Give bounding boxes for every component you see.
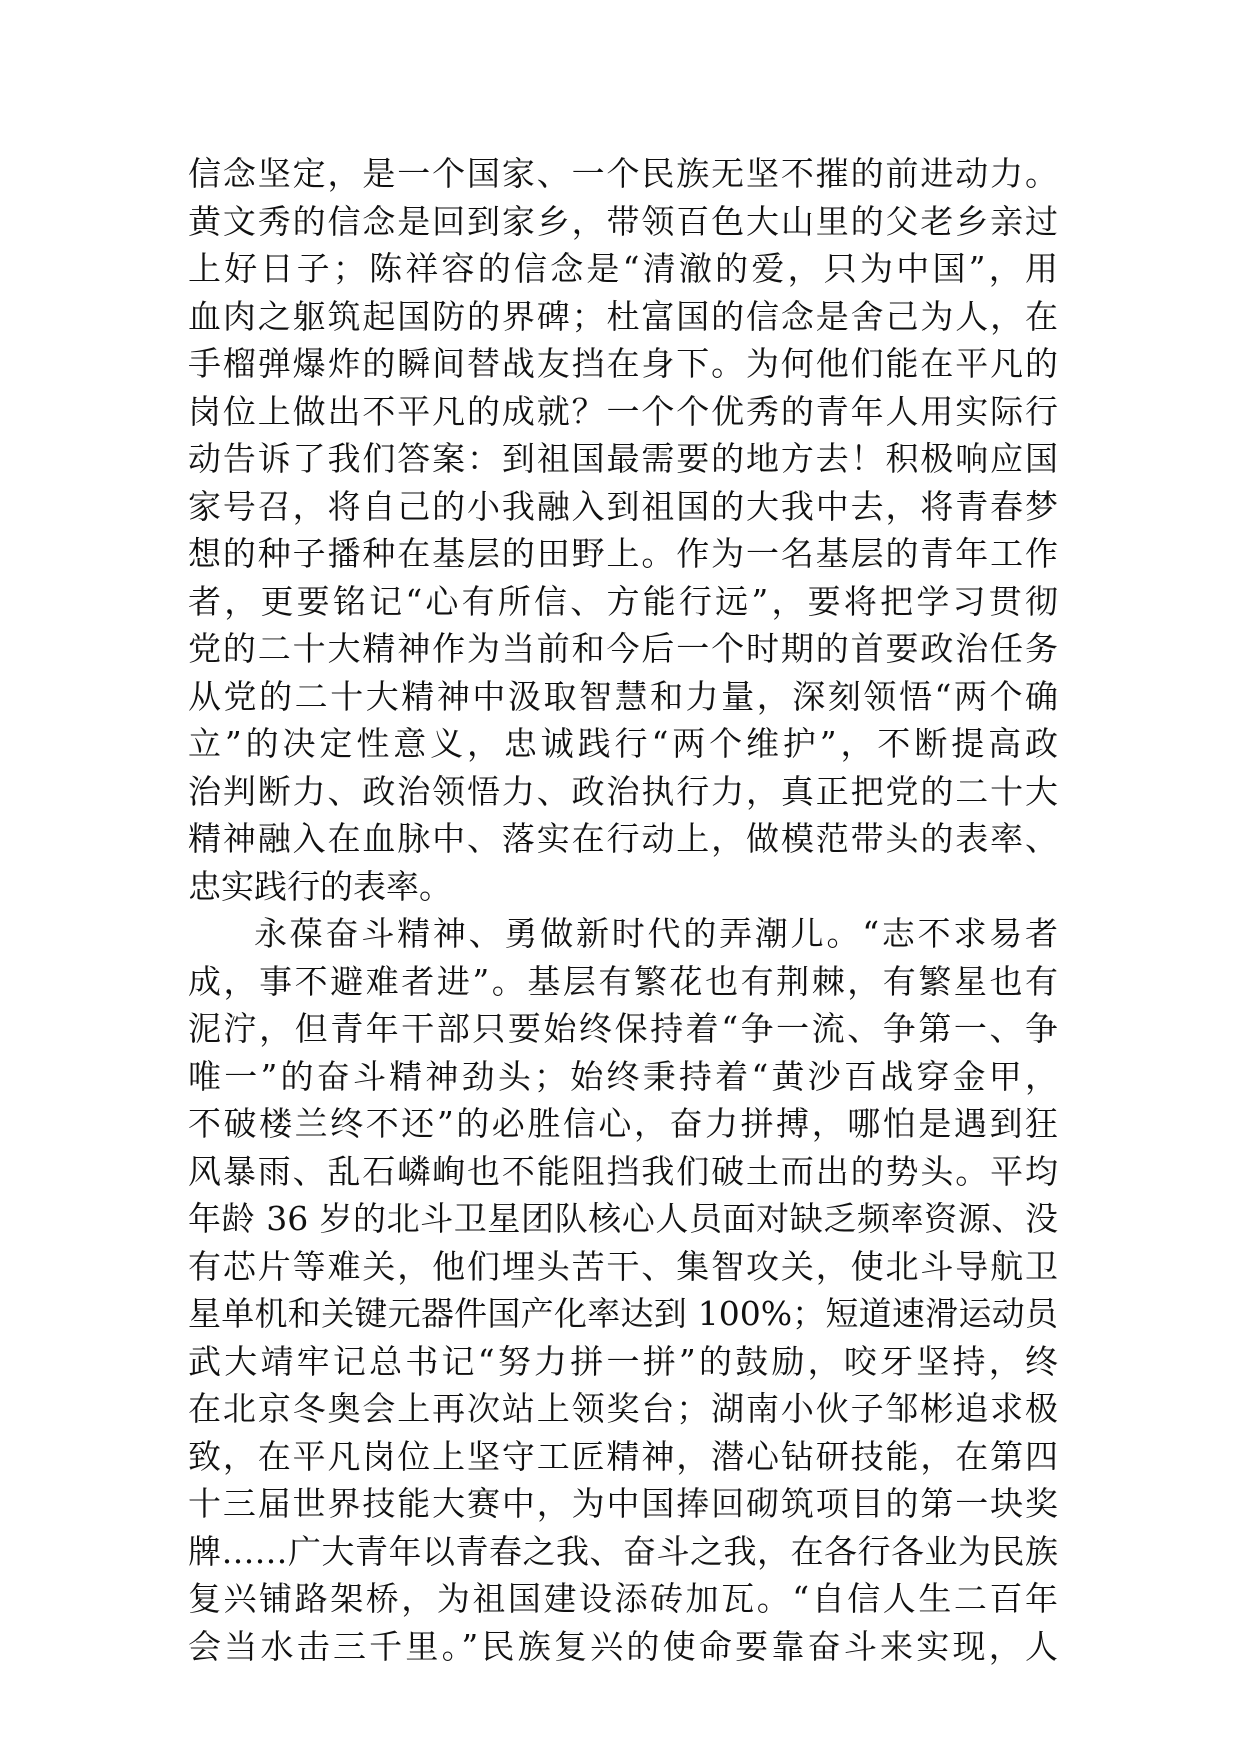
text-line: 者，更要铭记“心有所信、方能行远”，要将把学习贯彻 xyxy=(188,581,1058,621)
text-line: 年龄 36 岁的北斗卫星团队核心人员面对缺乏频率资源、没 xyxy=(188,1199,1058,1238)
body-text xyxy=(188,150,1058,1670)
text-line: 手榴弹爆炸的瞬间替战友挡在身下。为何他们能在平凡的 xyxy=(188,344,1058,383)
text-line: 牌……广大青年以青春之我、奋斗之我，在各行各业为民族 xyxy=(188,1531,1058,1571)
text-line: 泥泞，但青年干部只要始终保持着“争一流、争第一、争 xyxy=(188,1009,1058,1048)
text-line: 不破楼兰终不还”的必胜信心，奋力拼搏，哪怕是遇到狂 xyxy=(188,1104,1058,1143)
text-line: 上好日子；陈祥容的信念是“清澈的爱，只为中国”，用 xyxy=(188,249,1058,288)
text-line: 忠实践行的表率。 xyxy=(188,866,452,906)
paragraph-first-line: 永葆奋斗精神、勇做新时代的弄潮儿。“志不求易者 xyxy=(254,914,1058,953)
text-line: 党的二十大精神作为当前和今后一个时期的首要政治任务 xyxy=(188,629,1058,668)
text-line: 精神融入在血脉中、落实在行动上，做模范带头的表率、 xyxy=(188,819,1058,858)
text-line: 十三届世界技能大赛中，为中国捧回砌筑项目的第一块奖 xyxy=(188,1484,1058,1523)
text-line: 会当水击三千里。”民族复兴的使命要靠奋斗来实现，人 xyxy=(188,1626,1058,1666)
text-line: 唯一”的奋斗精神劲头；始终秉持着“黄沙百战穿金甲， xyxy=(188,1056,1058,1096)
text-line: 治判断力、政治领悟力、政治执行力，真正把党的二十大 xyxy=(188,771,1058,811)
text-line: 在北京冬奥会上再次站上领奖台；湖南小伙子邹彬追求极 xyxy=(188,1389,1058,1428)
text-line: 家号召，将自己的小我融入到祖国的大我中去，将青春梦 xyxy=(188,486,1058,526)
text-line: 岗位上做出不平凡的成就？一个个优秀的青年人用实际行 xyxy=(188,391,1058,431)
text-line: 有芯片等难关，他们埋头苦干、集智攻关，使北斗导航卫 xyxy=(188,1246,1058,1286)
text-line: 风暴雨、乱石嶙峋也不能阻挡我们破土而出的势头。平均 xyxy=(188,1151,1058,1191)
text-line: 黄文秀的信念是回到家乡，带领百色大山里的父老乡亲过 xyxy=(188,201,1058,241)
text-line: 立”的决定性意义，忠诚践行“两个维护”，不断提高政 xyxy=(188,724,1058,763)
text-line: 信念坚定，是一个国家、一个民族无坚不摧的前进动力。 xyxy=(188,154,1058,193)
text-line: 动告诉了我们答案：到祖国最需要的地方去！积极响应国 xyxy=(188,439,1058,478)
text-line: 血肉之躯筑起国防的界碑；杜富国的信念是舍己为人，在 xyxy=(188,296,1058,336)
text-line: 成，事不避难者进”。基层有繁花也有荆棘，有繁星也有 xyxy=(188,961,1058,1001)
text-line: 想的种子播种在基层的田野上。作为一名基层的青年工作 xyxy=(188,534,1058,573)
text-line: 武大靖牢记总书记“努力拼一拼”的鼓励，咬牙坚持，终 xyxy=(188,1341,1058,1381)
text-line: 星单机和关键元器件国产化率达到 100%；短道速滑运动员 xyxy=(188,1294,1058,1333)
text-line: 复兴铺路架桥，为祖国建设添砖加瓦。“自信人生二百年 xyxy=(188,1579,1058,1618)
text-line: 致，在平凡岗位上坚守工匠精神，潜心钻研技能，在第四 xyxy=(188,1436,1058,1476)
text-line: 从党的二十大精神中汲取智慧和力量，深刻领悟“两个确 xyxy=(188,676,1058,716)
